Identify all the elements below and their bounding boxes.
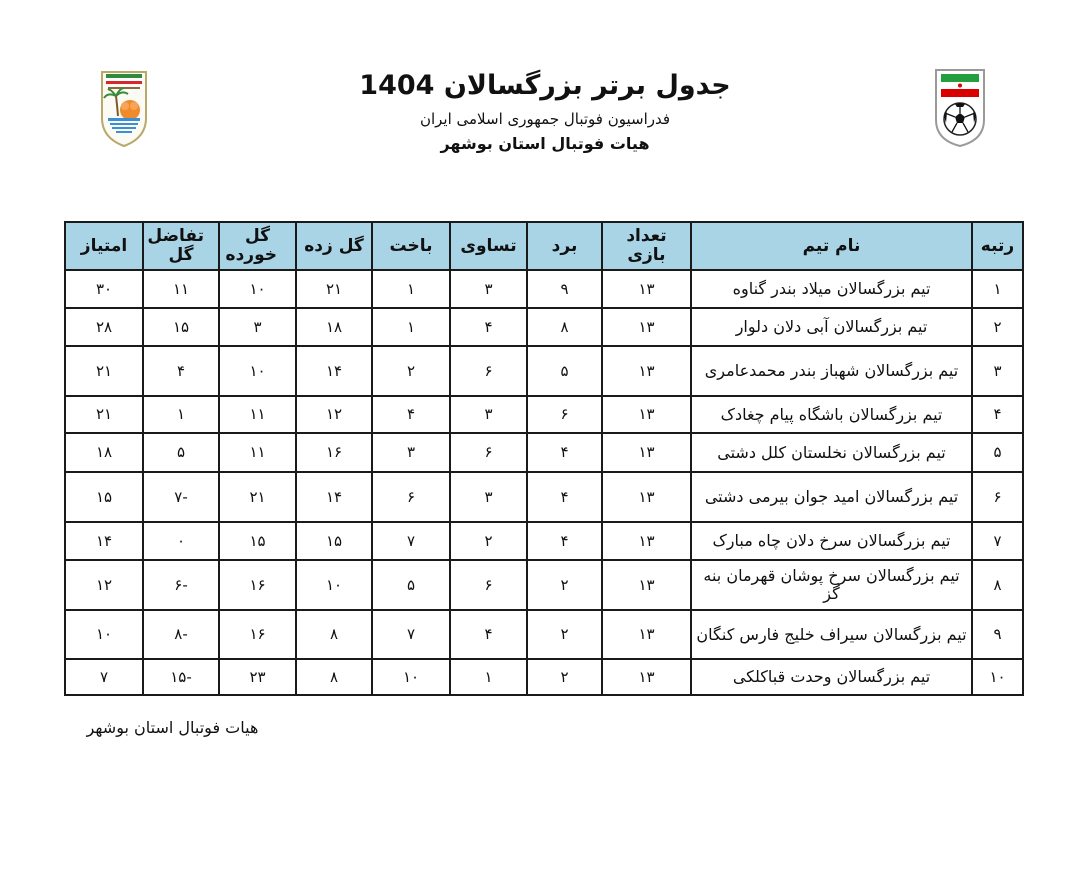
cell-drawn: ۳ [450,472,527,522]
cell-drawn: ۶ [450,433,527,472]
cell-won: ۲ [527,610,602,659]
cell-goals-against: ۲۱ [219,472,296,522]
cell-rank: ۲ [972,308,1023,346]
cell-lost: ۴ [372,396,450,433]
cell-rank: ۱۰ [972,659,1023,695]
cell-rank: ۶ [972,472,1023,522]
cell-points: ۱۸ [65,433,143,472]
cell-team: تیم بزرگسالان شهباز بندر محمدعامری [691,346,972,396]
cell-goal-diff: ۱۵ [143,308,219,346]
table-row [65,346,1023,396]
cell-lost: ۳ [372,433,450,472]
table-row [65,396,1023,433]
cell-goals-against: ۱۰ [219,346,296,396]
header-team: نام تیم [691,222,972,270]
cell-goals-for: ۱۰ [296,560,372,610]
cell-goals-for: ۱۲ [296,396,372,433]
cell-played: ۱۳ [602,433,691,472]
table-row [65,522,1023,560]
cell-lost: ۶ [372,472,450,522]
cell-won: ۴ [527,433,602,472]
table-row [65,560,1023,610]
cell-points: ۲۸ [65,308,143,346]
table-row [65,270,1023,308]
header-won: برد [527,222,602,270]
cell-rank: ۹ [972,610,1023,659]
cell-goal-diff: -۶ [143,560,219,610]
cell-points: ۱۴ [65,522,143,560]
cell-points: ۱۰ [65,610,143,659]
iran-football-federation-logo [933,66,987,148]
cell-goals-for: ۲۱ [296,270,372,308]
cell-goal-diff: ۴ [143,346,219,396]
cell-drawn: ۴ [450,610,527,659]
header-lost: باخت [372,222,450,270]
cell-team: تیم بزرگسالان آبی دلان دلوار [691,308,972,346]
cell-won: ۸ [527,308,602,346]
cell-team: تیم بزرگسالان میلاد بندر گناوه [691,270,972,308]
cell-played: ۱۳ [602,560,691,610]
cell-goal-diff: -۱۵ [143,659,219,695]
cell-played: ۱۳ [602,610,691,659]
cell-played: ۱۳ [602,659,691,695]
cell-team: تیم بزرگسالان وحدت قباکلکی [691,659,972,695]
cell-drawn: ۲ [450,522,527,560]
cell-goals-against: ۲۳ [219,659,296,695]
cell-drawn: ۴ [450,308,527,346]
cell-rank: ۱ [972,270,1023,308]
cell-won: ۴ [527,522,602,560]
header-goals-for: گل زده [296,222,372,270]
cell-goals-for: ۸ [296,610,372,659]
cell-goals-against: ۱۰ [219,270,296,308]
cell-rank: ۸ [972,560,1023,610]
cell-goal-diff: ۱۱ [143,270,219,308]
cell-goals-for: ۱۴ [296,346,372,396]
cell-played: ۱۳ [602,346,691,396]
federation-subtitle: فدراسیون فوتبال جمهوری اسلامی ایران [419,110,671,128]
cell-team: تیم بزرگسالان سیراف خلیج فارس کنگان [691,610,972,659]
cell-drawn: ۶ [450,560,527,610]
cell-won: ۶ [527,396,602,433]
cell-won: ۹ [527,270,602,308]
table-row [65,472,1023,522]
table-row [65,308,1023,346]
table-row [65,433,1023,472]
cell-won: ۴ [527,472,602,522]
cell-points: ۱۵ [65,472,143,522]
cell-won: ۲ [527,659,602,695]
cell-points: ۲۱ [65,346,143,396]
cell-lost: ۲ [372,346,450,396]
cell-team: تیم بزرگسالان سرخ پوشان قهرمان بنه گز [691,560,972,610]
header-rank: رتبه [972,222,1023,270]
cell-points: ۱۲ [65,560,143,610]
cell-goal-diff: ۱ [143,396,219,433]
cell-played: ۱۳ [602,308,691,346]
cell-lost: ۷ [372,522,450,560]
header-goals-against: گل خورده [219,222,296,270]
cell-rank: ۴ [972,396,1023,433]
cell-goals-for: ۱۸ [296,308,372,346]
cell-drawn: ۳ [450,270,527,308]
header-goal-diff: تفاضل گل [143,222,219,270]
cell-played: ۱۳ [602,522,691,560]
footer-organization: هیات فوتبال استان بوشهر [86,718,259,737]
cell-drawn: ۶ [450,346,527,396]
cell-points: ۷ [65,659,143,695]
cell-lost: ۷ [372,610,450,659]
organization-subtitle: هیات فوتبال استان بوشهر [440,134,650,153]
header-points: امتیاز [65,222,143,270]
cell-lost: ۱ [372,270,450,308]
table-header-row [65,222,1023,270]
cell-goals-for: ۱۴ [296,472,372,522]
cell-won: ۲ [527,560,602,610]
cell-goal-diff: -۷ [143,472,219,522]
cell-lost: ۱ [372,308,450,346]
standings-table [64,221,1024,696]
cell-drawn: ۱ [450,659,527,695]
cell-rank: ۷ [972,522,1023,560]
cell-goals-against: ۱۶ [219,610,296,659]
cell-team: تیم بزرگسالان باشگاه پیام چغادک [691,396,972,433]
cell-played: ۱۳ [602,396,691,433]
cell-played: ۱۳ [602,270,691,308]
cell-goals-for: ۸ [296,659,372,695]
cell-goals-against: ۳ [219,308,296,346]
cell-points: ۳۰ [65,270,143,308]
cell-goals-for: ۱۶ [296,433,372,472]
table-row [65,610,1023,659]
cell-rank: ۵ [972,433,1023,472]
cell-lost: ۱۰ [372,659,450,695]
cell-drawn: ۳ [450,396,527,433]
cell-team: تیم بزرگسالان امید جوان بیرمی دشتی [691,472,972,522]
table-row [65,659,1023,695]
cell-lost: ۵ [372,560,450,610]
cell-goals-against: ۱۶ [219,560,296,610]
cell-played: ۱۳ [602,472,691,522]
cell-team: تیم بزرگسالان نخلستان کلل دشتی [691,433,972,472]
cell-goal-diff: ۰ [143,522,219,560]
cell-goals-against: ۱۱ [219,396,296,433]
cell-goals-against: ۱۵ [219,522,296,560]
cell-rank: ۳ [972,346,1023,396]
bushehr-football-board-logo [98,66,150,148]
header-played: تعداد بازی [602,222,691,270]
cell-points: ۲۱ [65,396,143,433]
cell-goal-diff: -۸ [143,610,219,659]
cell-team: تیم بزرگسالان سرخ دلان چاه مبارک [691,522,972,560]
header-drawn: تساوی [450,222,527,270]
page-title: جدول برتر بزرگسالان 1404 [359,70,731,101]
cell-goals-against: ۱۱ [219,433,296,472]
cell-goals-for: ۱۵ [296,522,372,560]
cell-won: ۵ [527,346,602,396]
cell-goal-diff: ۵ [143,433,219,472]
